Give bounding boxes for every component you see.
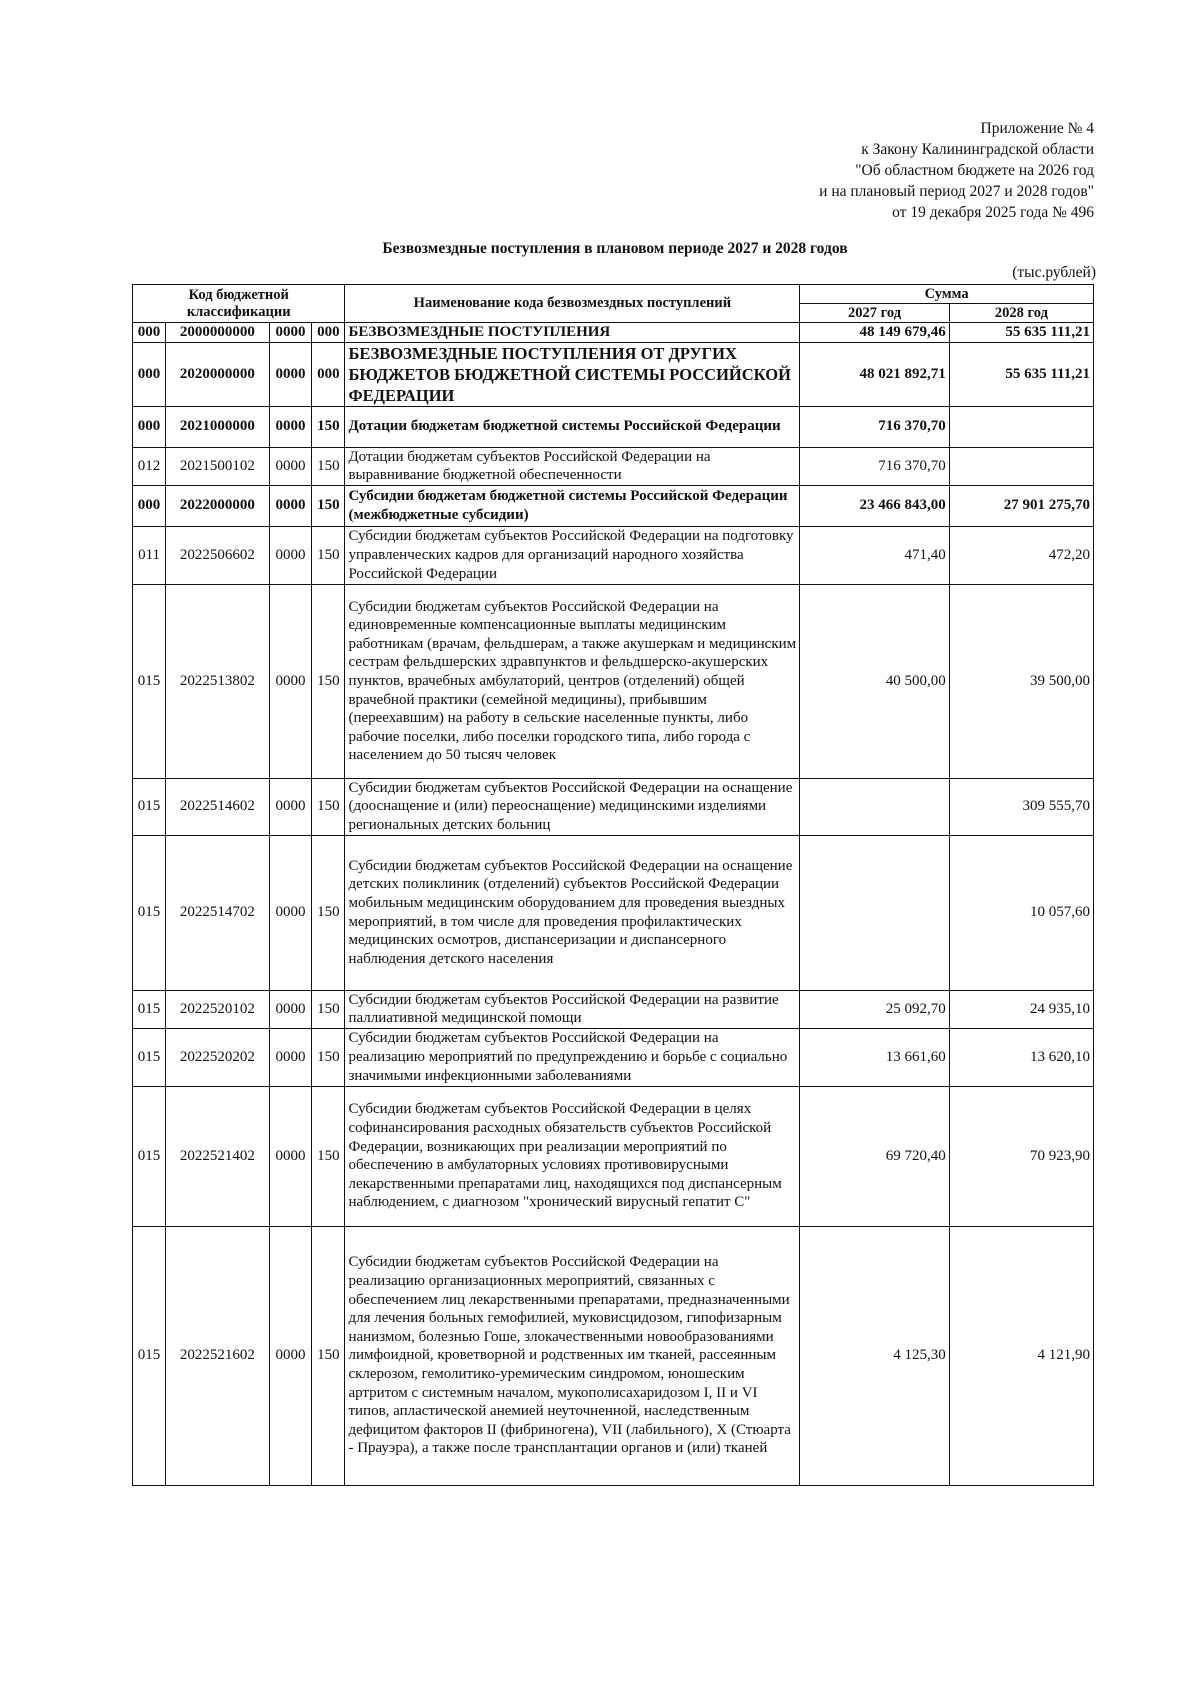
- amount-2027: 13 661,60: [800, 1028, 949, 1086]
- table-row: [133, 406, 1094, 447]
- code-part-3: 0000: [269, 990, 312, 1028]
- code-part-4: 150: [312, 1028, 345, 1086]
- code-part-1: 015: [133, 835, 166, 990]
- table-row: [133, 1226, 1094, 1485]
- code-part-1: 015: [133, 1028, 166, 1086]
- code-part-3: 0000: [269, 1086, 312, 1226]
- code-part-1: 015: [133, 1086, 166, 1226]
- code-part-1: 012: [133, 447, 166, 485]
- code-part-2: 2021000000: [166, 406, 270, 447]
- amount-2027: 716 370,70: [800, 406, 949, 447]
- document-title: Безвозмездные поступления в плановом периоде 2027 и 2028 годов: [382, 240, 848, 257]
- table-row: [133, 323, 1094, 343]
- table-row: [133, 342, 1094, 406]
- amount-2027: 48 021 892,71: [800, 342, 949, 406]
- amount-2028: 472,20: [949, 526, 1093, 584]
- code-part-2: 2000000000: [166, 323, 270, 343]
- amount-2027: 23 466 843,00: [800, 485, 949, 526]
- income-name: Субсидии бюджетам субъектов Российской Федерации на реализацию мероприятий по предупреждению и борьбе с социально значимыми инфекционными заболеваниями: [345, 1028, 800, 1086]
- amount-2028: 55 635 111,21: [949, 323, 1093, 343]
- code-part-3: 0000: [269, 406, 312, 447]
- income-name: Субсидии бюджетам бюджетной системы Российской Федерации (межбюджетные субсидии): [345, 485, 800, 526]
- table-row: [133, 1086, 1094, 1226]
- table-row: [133, 447, 1094, 485]
- amount-2027: [800, 778, 949, 835]
- code-part-3: 0000: [269, 342, 312, 406]
- code-part-4: 150: [312, 447, 345, 485]
- code-part-1: 015: [133, 584, 166, 778]
- code-part-4: 150: [312, 526, 345, 584]
- header-line: от 19 декабря 2025 года № 496: [892, 204, 1094, 221]
- amount-2027: 48 149 679,46: [800, 323, 949, 343]
- amount-2028: 4 121,90: [949, 1226, 1093, 1485]
- code-part-4: 150: [312, 1226, 345, 1485]
- income-name: Дотации бюджетам субъектов Российской Федерации на выравнивание бюджетной обеспеченности: [345, 447, 800, 485]
- code-part-3: 0000: [269, 835, 312, 990]
- appendix-header: [819, 118, 1094, 223]
- amount-2027: 471,40: [800, 526, 949, 584]
- code-part-2: 2021500102: [166, 447, 270, 485]
- code-part-2: 2022514702: [166, 835, 270, 990]
- code-part-3: 0000: [269, 1028, 312, 1086]
- amount-2027: 4 125,30: [800, 1226, 949, 1485]
- code-part-1: 015: [133, 778, 166, 835]
- code-part-4: 150: [312, 406, 345, 447]
- amount-2028: [949, 447, 1093, 485]
- amount-2028: 27 901 275,70: [949, 485, 1093, 526]
- code-part-4: 000: [312, 323, 345, 343]
- code-part-2: 2022521602: [166, 1226, 270, 1485]
- code-part-2: 2022514602: [166, 778, 270, 835]
- income-name: БЕЗВОЗМЕЗДНЫЕ ПОСТУПЛЕНИЯ ОТ ДРУГИХ БЮДЖЕТОВ БЮДЖЕТНОЙ СИСТЕМЫ РОССИЙСКОЙ ФЕДЕРАЦИИ: [345, 342, 800, 406]
- header-line: "Об областном бюджете на 2026 год: [855, 162, 1094, 179]
- code-part-2: 2022520202: [166, 1028, 270, 1086]
- income-name: Дотации бюджетам бюджетной системы Российской Федерации: [345, 406, 800, 447]
- code-part-2: 2022521402: [166, 1086, 270, 1226]
- amount-2028: 10 057,60: [949, 835, 1093, 990]
- code-part-1: 000: [133, 406, 166, 447]
- code-part-4: 150: [312, 485, 345, 526]
- code-part-3: 0000: [269, 526, 312, 584]
- header-2027: 2027 год: [800, 304, 949, 323]
- table-row: [133, 835, 1094, 990]
- code-part-1: 011: [133, 526, 166, 584]
- amount-2028: [949, 406, 1093, 447]
- code-part-3: 0000: [269, 323, 312, 343]
- budget-table: [132, 284, 1094, 1486]
- code-part-2: 2022000000: [166, 485, 270, 526]
- header-line: и на плановый период 2027 и 2028 годов": [819, 183, 1094, 200]
- amount-2027: 69 720,40: [800, 1086, 949, 1226]
- amount-2028: 13 620,10: [949, 1028, 1093, 1086]
- header-kbk: Код бюджетной классификации: [133, 285, 345, 323]
- code-part-2: 2022520102: [166, 990, 270, 1028]
- code-part-2: 2022513802: [166, 584, 270, 778]
- code-part-2: 2020000000: [166, 342, 270, 406]
- code-part-4: 150: [312, 778, 345, 835]
- table-row: [133, 990, 1094, 1028]
- code-part-3: 0000: [269, 778, 312, 835]
- income-name: Субсидии бюджетам субъектов Российской Федерации на развитие паллиативной медицинской помощи: [345, 990, 800, 1028]
- amount-2027: 40 500,00: [800, 584, 949, 778]
- code-part-4: 150: [312, 835, 345, 990]
- table-row: [133, 584, 1094, 778]
- units-label: (тыс.рублей): [1012, 264, 1096, 281]
- header-sum: Сумма: [800, 285, 1094, 304]
- amount-2027: [800, 835, 949, 990]
- table-row: [133, 526, 1094, 584]
- code-part-3: 0000: [269, 447, 312, 485]
- header-line: к Закону Калининградской области: [861, 141, 1094, 158]
- table-row: [133, 485, 1094, 526]
- header-2028: 2028 год: [949, 304, 1093, 323]
- income-name: Субсидии бюджетам субъектов Российской Федерации на оснащение (дооснащение и (или) переоснащение) медицинскими изделиями региональных детских больниц: [345, 778, 800, 835]
- code-part-4: 150: [312, 990, 345, 1028]
- code-part-1: 015: [133, 1226, 166, 1485]
- code-part-1: 000: [133, 485, 166, 526]
- income-name: Субсидии бюджетам субъектов Российской Федерации в целях софинансирования расходных обязательств субъектов Российской Федерации, возникающих при реализации мероприятий по обеспечению в амбулаторных условиях противовирусными лекарственными препаратами лиц, находящихся под диспансерным наблюдением, с диагнозом "хронический вирусный гепатит С": [345, 1086, 800, 1226]
- income-name: Субсидии бюджетам субъектов Российской Федерации на реализацию организационных мероприятий, связанных с обеспечением лиц лекарственными препаратами, предназначенными для лечения больных гемофилией, муковисцидозом, гипофизарным нанизмом, болезнью Гоше, злокачественными новообразованиями лимфоидной, кроветворной и родственных им тканей, рассеянным склерозом, гемолитико-уремическим синдромом, юношеским артритом с системным началом, мукополисахаридозом I, II и VI типов, апластической анемией неуточненной, наследственным дефицитом факторов II (фибриногена), VII (лабильного), X (Стюарта - Прауэра), а также после трансплантации органов и (или) тканей: [345, 1226, 800, 1485]
- code-part-2: 2022506602: [166, 526, 270, 584]
- amount-2028: 309 555,70: [949, 778, 1093, 835]
- amount-2028: 24 935,10: [949, 990, 1093, 1028]
- income-name: БЕЗВОЗМЕЗДНЫЕ ПОСТУПЛЕНИЯ: [345, 323, 800, 343]
- amount-2028: 39 500,00: [949, 584, 1093, 778]
- header-line: Приложение № 4: [980, 120, 1094, 137]
- code-part-1: 015: [133, 990, 166, 1028]
- table-row: [133, 1028, 1094, 1086]
- code-part-3: 0000: [269, 1226, 312, 1485]
- amount-2028: 55 635 111,21: [949, 342, 1093, 406]
- amount-2027: 25 092,70: [800, 990, 949, 1028]
- amount-2028: 70 923,90: [949, 1086, 1093, 1226]
- code-part-3: 0000: [269, 584, 312, 778]
- code-part-4: 000: [312, 342, 345, 406]
- income-name: Субсидии бюджетам субъектов Российской Федерации на оснащение детских поликлиник (отделений) субъектов Российской Федерации мобильным медицинским оборудованием для проведения выездных мероприятий, в том числе для проведения профилактических медицинских осмотров, диспансеризации и диспансерного наблюдения детского населения: [345, 835, 800, 990]
- code-part-1: 000: [133, 323, 166, 343]
- code-part-3: 0000: [269, 485, 312, 526]
- code-part-1: 000: [133, 342, 166, 406]
- amount-2027: 716 370,70: [800, 447, 949, 485]
- code-part-4: 150: [312, 1086, 345, 1226]
- table-row: [133, 778, 1094, 835]
- income-name: Субсидии бюджетам субъектов Российской Федерации на подготовку управленческих кадров для организаций народного хозяйства Российской Федерации: [345, 526, 800, 584]
- header-name: Наименование кода безвозмездных поступлений: [345, 285, 800, 323]
- income-name: Субсидии бюджетам субъектов Российской Федерации на единовременные компенсационные выплаты медицинским работникам (врачам, фельдшерам, а также акушеркам и медицинским сестрам фельдшерских здравпунктов и фельдшерско-акушерских пунктов, врачебных амбулаторий, центров (отделений) общей врачебной практики (семейной медицины), прибывшим (переехавшим) на работу в сельские населенные пункты, либо рабочие поселки, либо поселки городского типа, либо города с населением до 50 тысяч человек: [345, 584, 800, 778]
- code-part-4: 150: [312, 584, 345, 778]
